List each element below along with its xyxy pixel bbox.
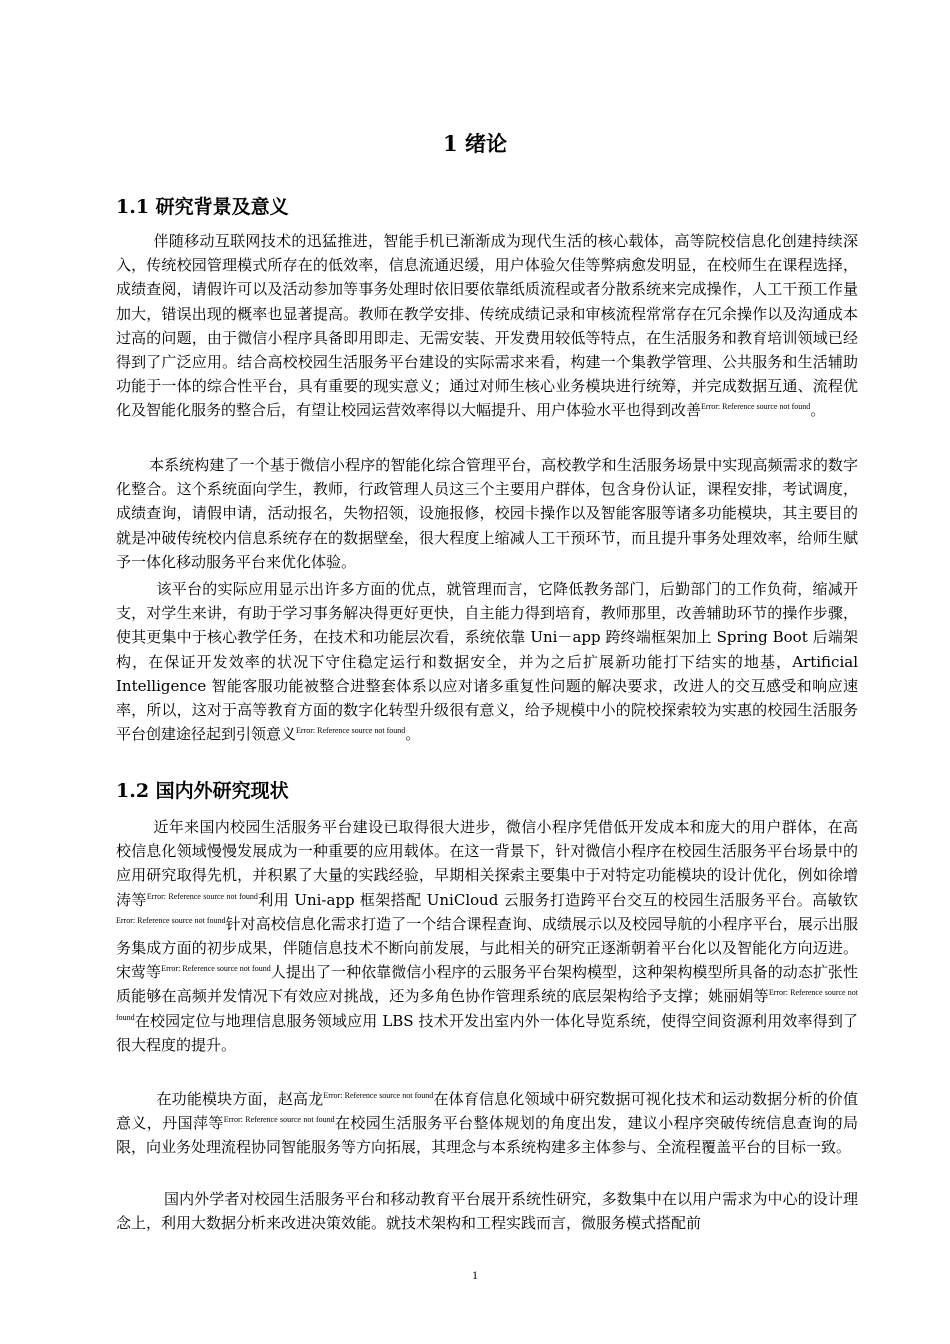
paragraph — [116, 229, 858, 423]
paragraph-text: 在校园生活服务平台整体规划的角度出发，建议小程序突破传统信息查询的局限，向业务处理流程协同智能服务等方向拓展，其理念与本系统构建多主体参与、全流程覆盖平台的目标一致。 — [116, 1114, 858, 1157]
paragraph-text: 近年来国内校园生活服务平台建设已取得很大进步，微信小程序凭借低开发成本和庞大的用户群体，在高校信息化领域慢慢发展成为一种重要的应用载体。在这一背景下，针对微信小程序在校园生活服务平台场景中的应用研究取得先机，并积累了大量的实践经验，早期相关探索主要集中于对特定功能模块的设计优化，例如徐增涛等 — [116, 818, 858, 909]
paragraph-text: 在功能模块方面，赵高龙 — [156, 1090, 324, 1108]
section-heading-1-2: 1.2 国内外研究现状 — [116, 780, 289, 802]
paragraph-text: 人提出了一种依靠微信小程序的云服务平台架构模型，这种架构模型所具备的动态扩张性质能够在高频并发情况下有效应对挑战，还为多角色协作管理系统的底层架构给予支撑；姚丽娟等 — [116, 963, 858, 1006]
citation-ref: Error: Reference source not found — [161, 964, 271, 974]
chapter-title: 1 绪论 — [443, 131, 507, 156]
citation-ref: Error: Reference source not found — [296, 726, 406, 736]
citation-ref: Error: Reference source not found — [116, 988, 858, 1022]
paragraph-text: 在校园定位与地理信息服务领域应用 LBS 技术开发出室内外一体化导览系统，使得空间资源利用效率得到了很大程度的提升。 — [116, 1011, 858, 1054]
paragraph — [116, 1187, 858, 1235]
paragraph-text: 伴随移动互联网技术的迅猛推进，智能手机已渐渐成为现代生活的核心载体，高等院校信息化创建持续深入，传统校园管理模式所存在的低效率，信息流通迟缓，用户体验欠佳等弊病愈发明显，在校师生在课程选择，成绩查阅，请假许可以及活动参加等事务处理时依旧要依靠纸质流程或者分散系统来完成操作，人工干预工作量加大，错误出现的概率也显著提高。教师在教学安排、传统成绩记录和审核流程常常存在冗余操作以及沟通成本过高的问题，由于微信小程序具备即用即走、无需安装、开发费用较低等特点，在生活服务和教育培训领域已经得到了广泛应用。结合高校校园生活服务平台建设的实际需求来看，构建一个集教学管理、公共服务和生活辅助功能于一体的综合性平台，具有重要的现实意义；通过对师生核心业务模块进行统筹，并完成数据互通、流程优化及智能化服务的整合后，有望让校园运营效率得以大幅提升、用户体验水平也得到改善 — [116, 232, 858, 420]
page-number: 1 — [472, 1268, 478, 1282]
citation-ref: Error: Reference source not found — [116, 915, 226, 925]
paragraph — [116, 1087, 858, 1160]
paragraph-text: 。 — [810, 401, 826, 420]
paragraph-text: 本系统构建了一个基于微信小程序的智能化综合管理平台，高校教学和生活服务场景中实现高频需求的数字化整合。这个系统面向学生，教师，行政管理人员这三个主要用户群体，包含身份认证，课程安排，考试调度，成绩查询，请假申请，活动报名，失物招领，设施报修，校园卡操作以及智能客服等诸多功能模块，其主要目的就是冲破传统校内信息系统存在的数据壁垒，很大程度上缩减人工干预环节，而且提升事务处理效率，给师生赋予一体化移动服务平台来优化体验。 — [116, 456, 858, 571]
paragraph — [116, 815, 858, 1057]
paragraph — [116, 577, 858, 746]
paragraph-text: 针对高校信息化需求打造了一个结合课程查询、成绩展示以及校园导航的小程序平台，展示出服务集成方面的初步成果，伴随信息技术不断向前发展，与此相关的研究正逐渐朝着平台化以及智能化方向迈进。宋莺等 — [116, 914, 858, 982]
paragraph-text: 该平台的实际应用显示出许多方面的优点，就管理而言，它降低教务部门，后勤部门的工作负荷，缩减开支，对学生来讲，有助于学习事务解决得更好更快，自主能力得到培育，教师那里，改善辅助环节的操作步骤，使其更集中于核心教学任务，在技术和功能层次看，系统依靠 Uni－app 跨终端框架加上 Spring Boot 后端架构，在保证开发效率的状况下守住稳定运行和数据安全，并为之后扩展新功能打下结实的地基，Artificial Intelligence 智能客服功能被整合进整套体系以应对诸多重复性问题的解决要求，改进人的交互感受和响应速率，所以，这对于高等教育方面的数字化转型升级很有意义，给予规模中小的院校探索较为实惠的校园生活服务平台创建途径起到引领意义 — [116, 580, 858, 744]
citation-ref: Error: Reference source not found — [223, 1115, 335, 1125]
section-heading-1-1: 1.1 研究背景及意义 — [116, 196, 289, 218]
paragraph-text: 利用 Uni-app 框架搭配 UniCloud 云服务打造跨平台交互的校园生活服务平台。高敏钦 — [257, 890, 858, 909]
paragraph-text: 国内外学者对校园生活服务平台和移动教育平台展开系统性研究，多数集中在以用户需求为中心的设计理念上，利用大数据分析来改进决策效能。就技术架构和工程实践而言，微服务模式搭配前 — [116, 1190, 858, 1233]
paragraph — [116, 453, 858, 574]
paragraph-text: 在体育信息化领域中研究数据可视化技术和运动数据分析的价值意义，丹国萍等 — [116, 1090, 858, 1133]
citation-ref: Error: Reference source not found — [701, 402, 811, 412]
citation-ref: Error: Reference source not found — [323, 1091, 434, 1100]
paragraph-text: 。 — [405, 725, 421, 744]
citation-ref: Error: Reference source not found — [146, 891, 258, 901]
